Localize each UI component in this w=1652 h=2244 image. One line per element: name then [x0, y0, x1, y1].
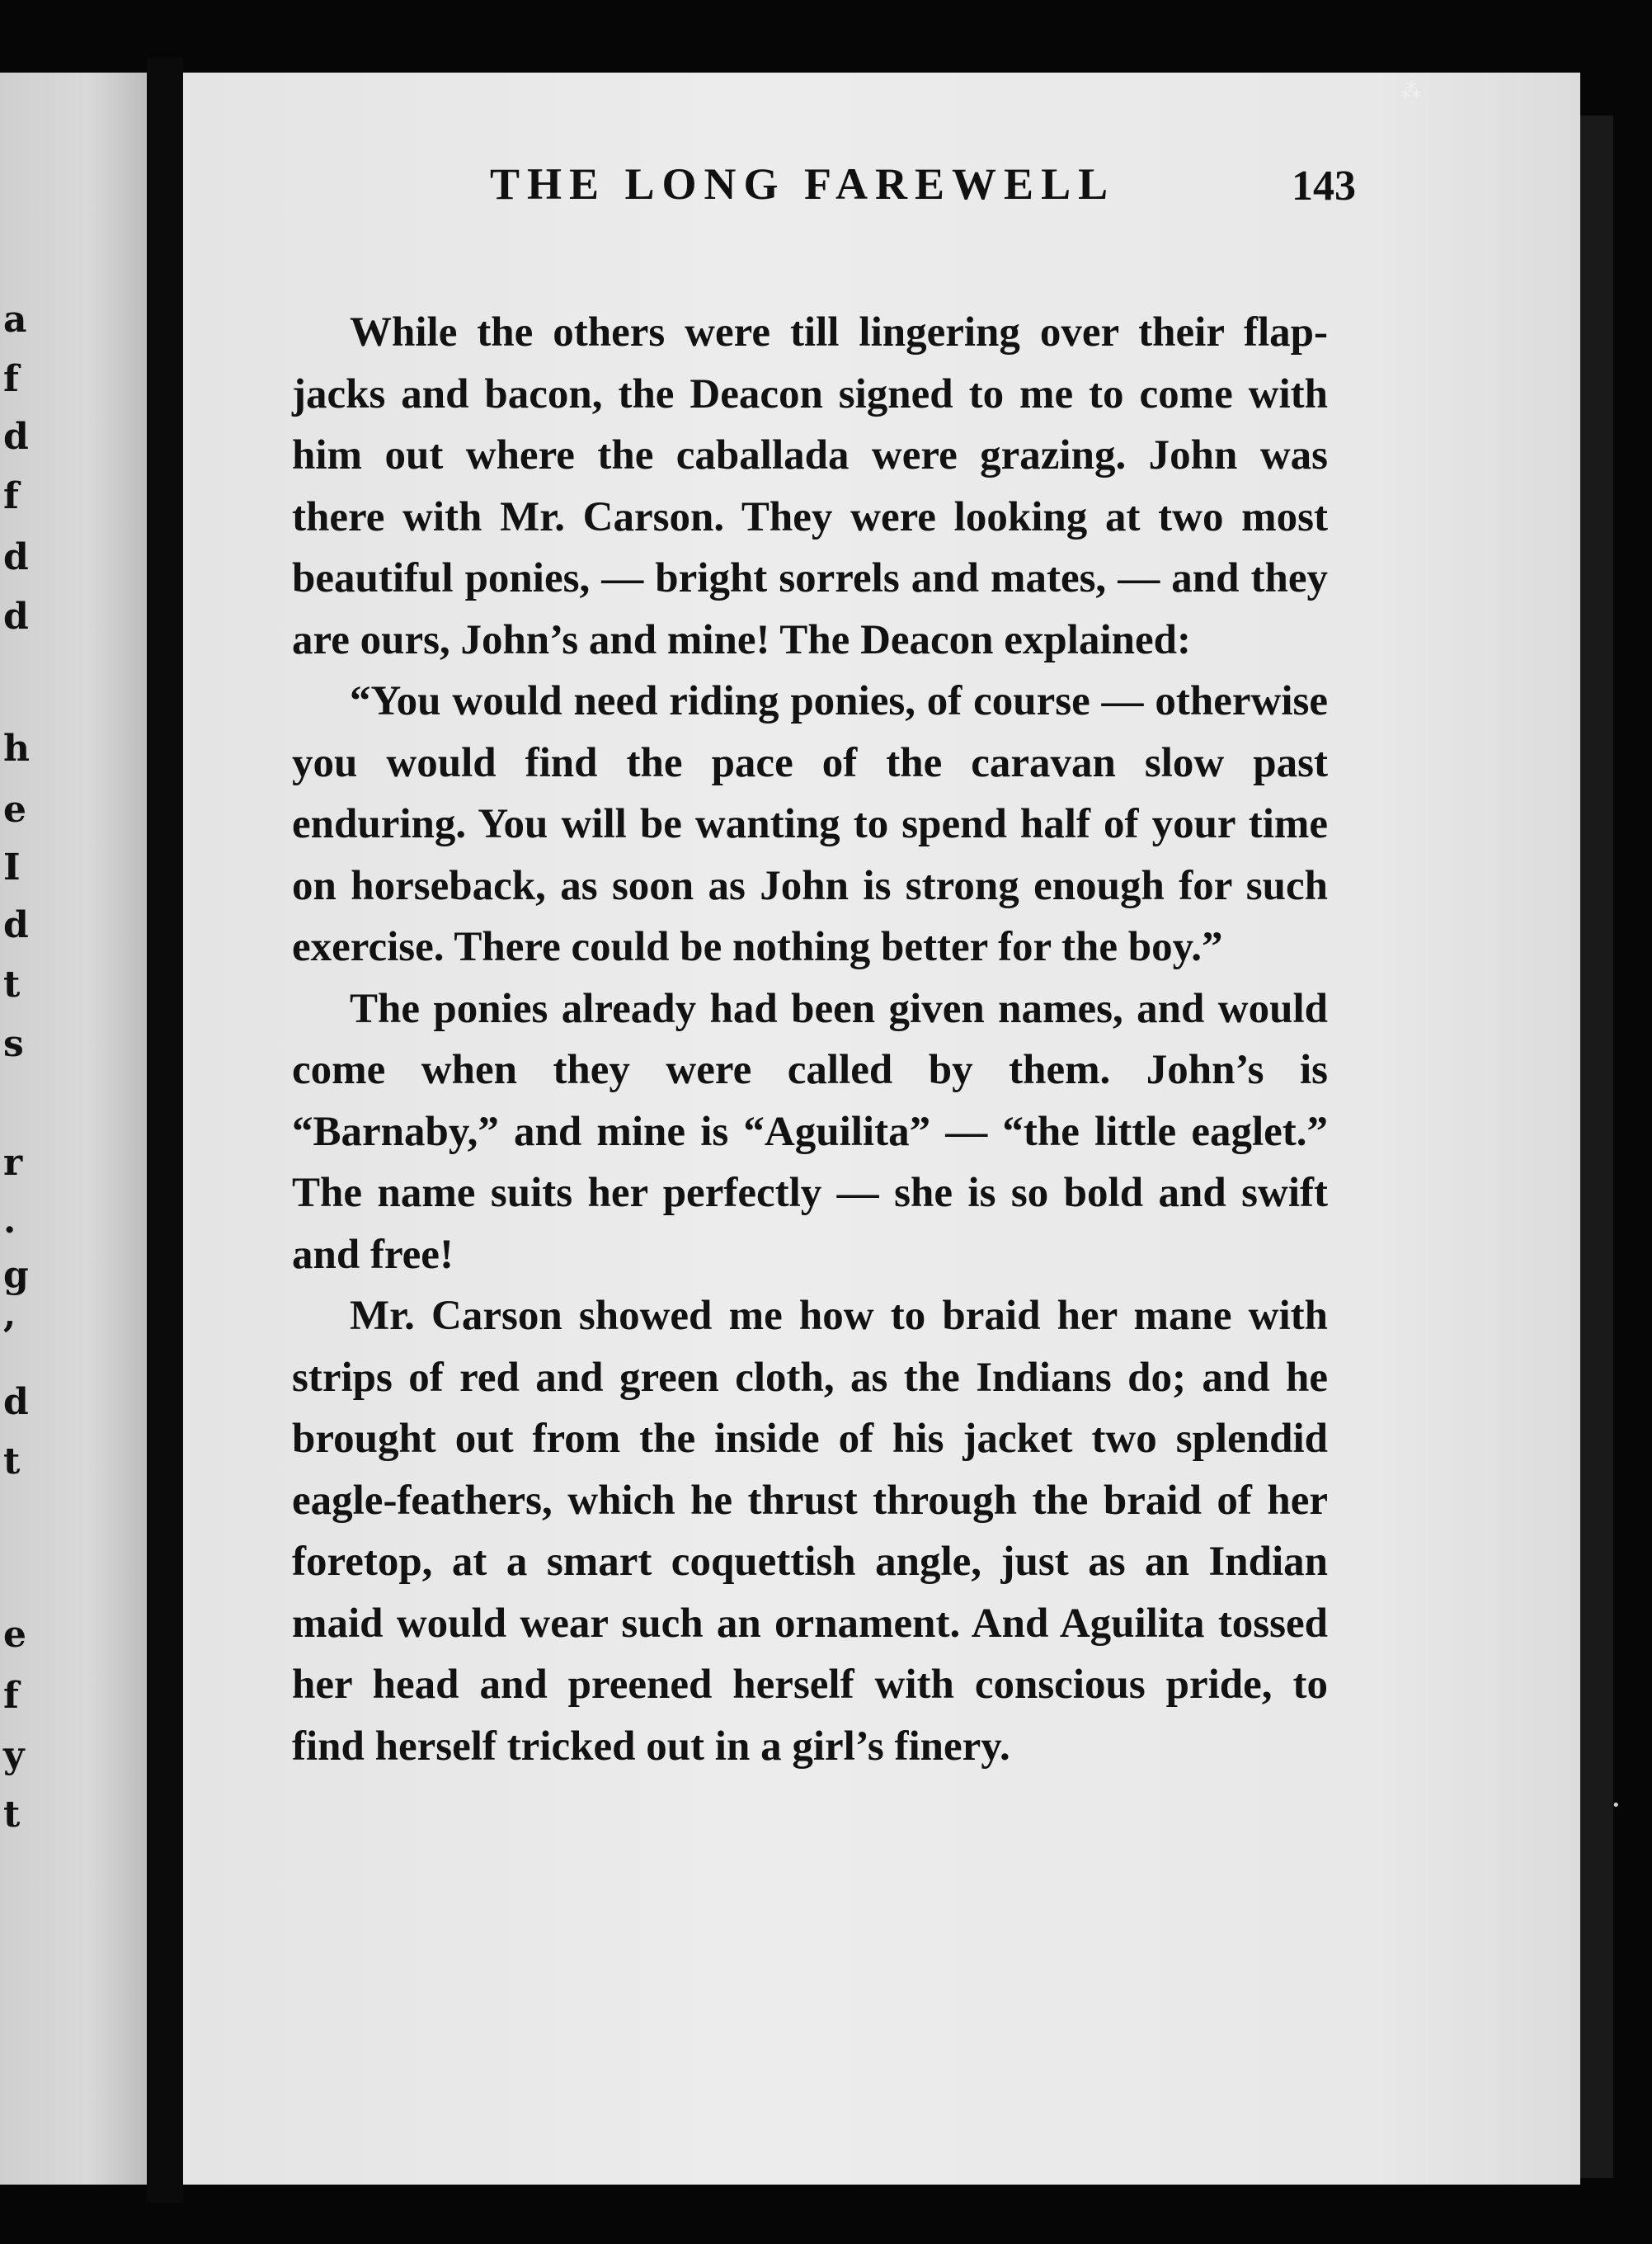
margin-letter: d [3, 904, 29, 946]
paragraph: “You would need riding ponies, of course — otherwise you would find the pace of the caravan slow past enduring. You will be wanting to spend half of your time on horseback, as soon as John is strong enough for such exercise. There could be nothing better for the boy.” [292, 678, 1328, 970]
margin-letter: r [3, 1142, 23, 1184]
margin-letter: d [3, 536, 29, 578]
margin-letter: t [3, 964, 21, 1006]
margin-letter: I [3, 846, 21, 889]
scan-artifact-dot: • [1612, 1797, 1621, 1814]
margin-letter: . [3, 1200, 16, 1242]
margin-letter: d [3, 416, 29, 458]
margin-letter: t [3, 1440, 21, 1483]
paragraph: Mr. Carson showed me how to braid her mane with strips of red and green cloth, as the Indians do; and he brought out from the inside of his jacket two splendid eagle-feathers, which he thrust through the braid of her foretop, at a smart coquettish angle, just as an Indian maid would wear such an ornament. And Aguilita tossed her head and preened herself with conscious pride, to find herself tricked out in a girl’s finery. [292, 1293, 1328, 1770]
paragraph: The ponies already had been given names, and would come when they were called by them. John’s is “Barnaby,” and mine is “Aguilita” — “the little eaglet.” The name suits her perfectly — she is so bold and swift and free! [292, 985, 1328, 1278]
margin-letter: d [3, 1381, 29, 1423]
paragraph: While the others were till lingering over their flap-jacks and bacon, the Deacon signed to me to come with him out where the caballada were grazing. John was there with Mr. Carson. They were looking at two most beautiful ponies, — bright sorrels and mates, — and they are ours, John’s and mine! The Deacon explained: [292, 309, 1328, 663]
margin-letter: f [3, 1675, 19, 1717]
left-page-fragment [0, 73, 147, 2185]
margin-letter: y [3, 1734, 25, 1776]
margin-letter: a [3, 299, 27, 341]
running-head: THE LONG FAREWELL [490, 159, 1116, 209]
margin-letter: , [3, 1294, 16, 1336]
page-body [292, 302, 1328, 1777]
margin-letter: f [3, 358, 19, 400]
scan-artifact-mark: ⁂ [1400, 79, 1420, 104]
margin-letter: t [3, 1794, 21, 1836]
margin-letter: g [3, 1254, 29, 1296]
margin-letter: e [3, 1614, 26, 1656]
margin-letter: s [3, 1023, 24, 1065]
book-gutter [147, 58, 183, 2203]
page-edge-shadow [1580, 116, 1613, 2178]
page-number: 143 [1292, 163, 1356, 210]
margin-letter: h [3, 728, 30, 770]
page-header [308, 158, 1356, 216]
margin-letter: e [3, 789, 26, 831]
margin-letter: f [3, 475, 19, 517]
margin-letter: d [3, 596, 29, 638]
